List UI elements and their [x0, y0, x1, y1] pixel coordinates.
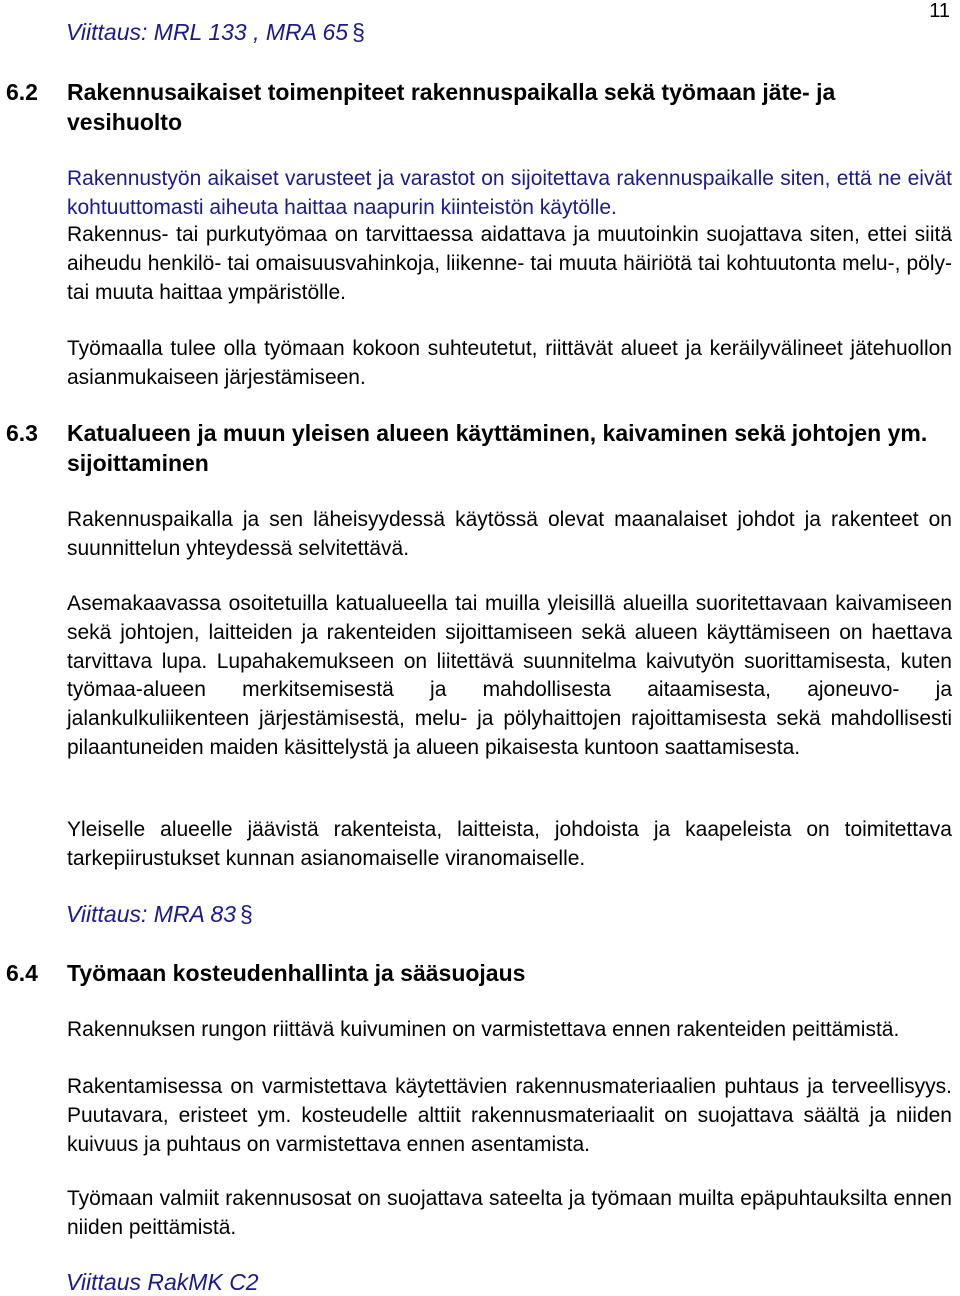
paragraph-text: Yleiselle alueelle jäävistä rakenteista, laitteista, johdoista ja kaapeleista on toimitettava tarkepiirustukset kunnan asianomaiselle viranomaiselle.	[67, 818, 952, 870]
section-sign: §	[352, 19, 365, 45]
heading-title: Katualueen ja muun yleisen alueen käyttäminen, kaivaminen sekä johtojen ym. sijoittaminen	[67, 420, 928, 476]
paragraph-text: Rakennuksen rungon riittävä kuivuminen on varmistettava ennen rakenteiden peittämistä.	[67, 1018, 900, 1041]
reference-mra-83	[66, 901, 253, 928]
paragraph-text: Työmaan valmiit rakennusosat on suojattava sateelta ja työmaan muilta epäpuhtauksilta ennen niiden peittämistä.	[67, 1187, 952, 1239]
heading-title: Työmaan kosteudenhallinta ja sääsuojaus	[67, 960, 526, 986]
paragraph-text: Rakennustyön aikaiset varusteet ja varastot on sijoitettava rakennuspaikalle siten, että ne eivät kohtuuttomasti aiheuta haittaa naapurin kiinteistön käytölle.	[67, 167, 952, 219]
heading-number: 6.3	[6, 420, 38, 446]
page-number: 11	[929, 0, 950, 22]
reference-text: Viittaus: MRA 83	[66, 901, 237, 927]
paragraph-text: Asemakaavassa osoitetuilla katualueella tai muilla yleisillä alueilla suoritettavaan kaivamiseen sekä johtojen, laitteiden ja rakenteiden sijoittamiseen sekä alueen käyttämiseen on haettava tarvittava lupa. Lupahakemukseen on liitettävä suunnitelma kaivutyön suorittamisesta, kuten työmaa-alueen merkitsemisestä ja mahdollisesta aitaamisesta, ajoneuvo- ja jalankulkuliikenteen järjestämisestä, melu- ja pölyhaittojen rajoittamisesta sekä mahdollisesti pilaantuneiden maiden käsittelystä ja alueen pikaisesta kuntoon saattamisesta.	[67, 592, 952, 759]
paragraph-finished-parts	[67, 1185, 952, 1243]
reference-mrl-mra	[66, 19, 365, 46]
paragraph-text: Rakentamisessa on varmistettava käytettävien rakennusmateriaalien puhtaus ja terveellisyys. Puutavara, eristeet ym. kosteudelle alttiit rakennusmateriaalit on suojattava säältä ja niiden kuivuus ja puhtaus on varmistettava ennen asentamista.	[67, 1075, 952, 1156]
paragraph-equipment-storage	[67, 165, 952, 223]
heading-number: 6.4	[6, 960, 38, 986]
reference-text: Viittaus RakMK C2	[66, 1269, 259, 1295]
heading-6-4	[6, 958, 956, 988]
paragraph-as-built-drawings	[67, 816, 952, 874]
reference-text: Viittaus: MRL 133 , MRA 65	[66, 19, 349, 45]
paragraph-text: Rakennus- tai purkutyömaa on tarvittaessa aidattava ja muutoinkin suojattava siten, ettei siitä aiheudu henkilö- tai omaisuusvahinkoja, liikenne- tai muuta häiriötä tai kohtuutonta melu-, pöly- tai muuta haittaa ympäristölle.	[67, 223, 952, 304]
heading-number: 6.2	[6, 79, 38, 105]
paragraph-excavation-permit	[67, 590, 952, 763]
paragraph-underground-lines	[67, 506, 952, 564]
paragraph-site-fencing	[67, 221, 952, 307]
heading-6-2	[6, 77, 956, 137]
paragraph-waste-management	[67, 335, 952, 393]
paragraph-text: Työmaalla tulee olla työmaan kokoon suhteutetut, riittävät alueet ja keräilyvälineet jätehuollon asianmukaiseen järjestämiseen.	[67, 337, 952, 389]
reference-rakmk-c2	[66, 1269, 259, 1296]
heading-6-3	[6, 418, 956, 478]
heading-title: Rakennusaikaiset toimenpiteet rakennuspaikalla sekä työmaan jäte- ja vesihuolto	[67, 79, 836, 135]
paragraph-frame-drying	[67, 1016, 952, 1045]
section-sign: §	[240, 901, 253, 927]
paragraph-material-protection	[67, 1073, 952, 1159]
paragraph-text: Rakennuspaikalla ja sen läheisyydessä käytössä olevat maanalaiset johdot ja rakenteet on suunnittelun yhteydessä selvitettävä.	[67, 508, 952, 560]
